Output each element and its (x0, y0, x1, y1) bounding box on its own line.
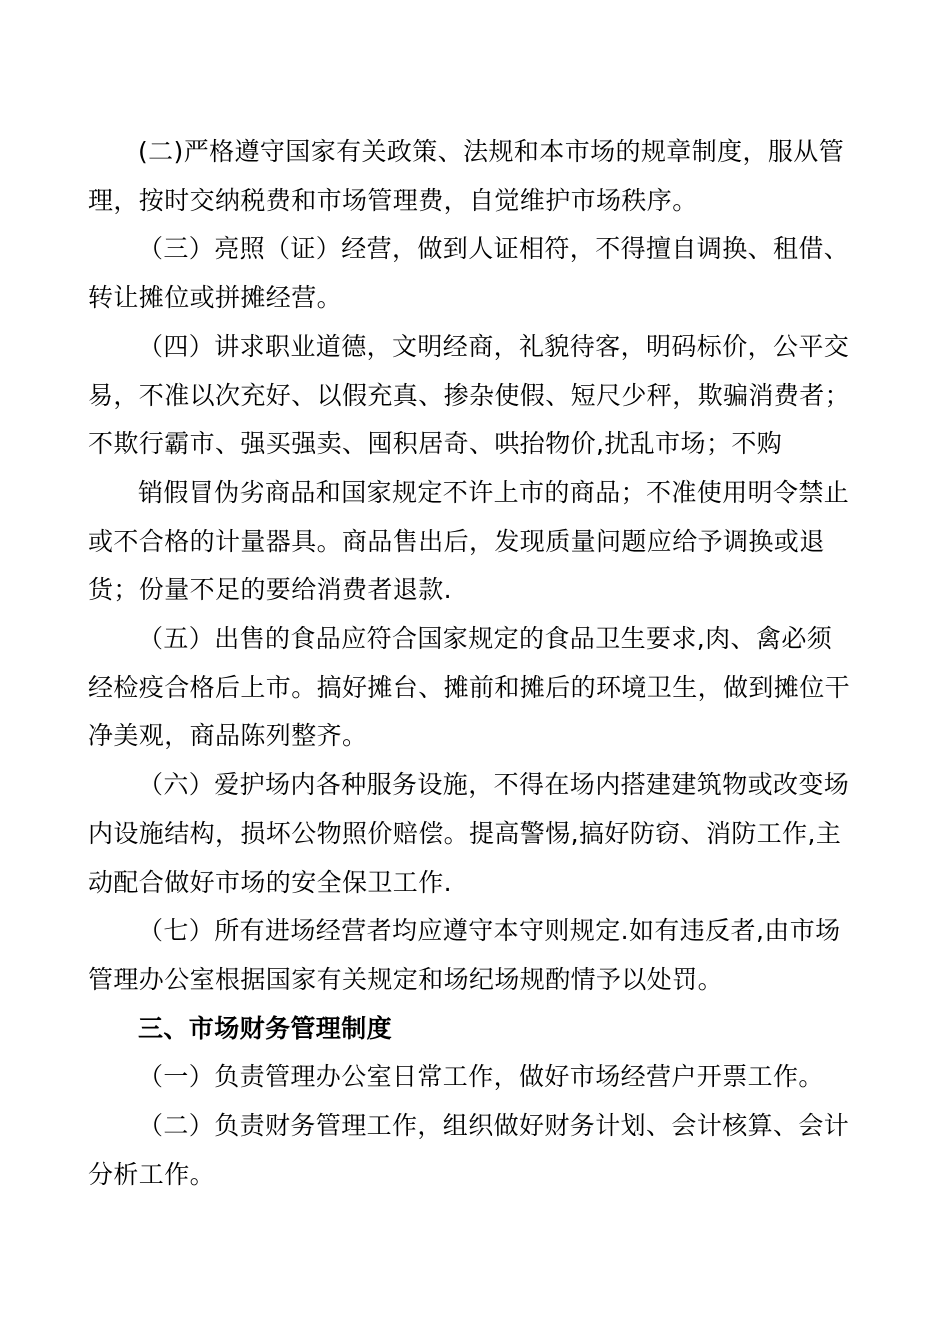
paragraph-2: (二)严格遵守国家有关政策、法规和本市场的规章制度，服从管理，按时交纳税费和市场管理费，自觉维护市场秩序。 (88, 137, 845, 215)
paragraph-5: （五）出售的食品应符合国家规定的食品卫生要求,肉、禽必须经检疫合格后上市。搞好摊台、摊前和摊后的环境卫生，做到摊位干净美观，商品陈列整齐。 (88, 624, 851, 751)
section-paragraph-1: （一）负责管理办公室日常工作，做好市场经营户开票工作。 (138, 1062, 824, 1092)
paragraph-4: （四）讲求职业道德，文明经商，礼貌待客，明码标价，公平交易，不准以次充好、以假充真、掺杂使假、短尺少秤，欺骗消费者；不欺行霸市、强买强卖、囤积居奇、哄抬物价,扰乱市场；不购 (88, 331, 851, 459)
paragraph-7: （七）所有进场经营者均应遵守本守则规定.如有违反者,由市场管理办公室根据国家有关规定和场纪场规酌情予以处罚。 (88, 916, 841, 994)
section-paragraph-2: （二）负责财务管理工作，组织做好财务计划、会计核算、会计分析工作。 (88, 1111, 850, 1189)
section-heading: 三、市场财务管理制度 (138, 1013, 393, 1043)
document-body (88, 128, 856, 1199)
paragraph-4-continued: 销假冒伪劣商品和国家规定不许上市的商品；不准使用明令禁止或不合格的计量器具。商品售出后，发现质量问题应给予调换或退货；份量不足的要给消费者退款. (88, 477, 850, 605)
paragraph-3: （三）亮照（证）经营，做到人证相符，不得擅自调换、租借、转让摊位或拼摊经营。 (88, 234, 850, 313)
paragraph-6: （六）爱护场内各种服务设施，不得在场内搭建建筑物或改变场内设施结构，损坏公物照价赔偿。提高警惕,搞好防窃、消防工作,主动配合做好市场的安全保卫工作. (88, 770, 850, 897)
